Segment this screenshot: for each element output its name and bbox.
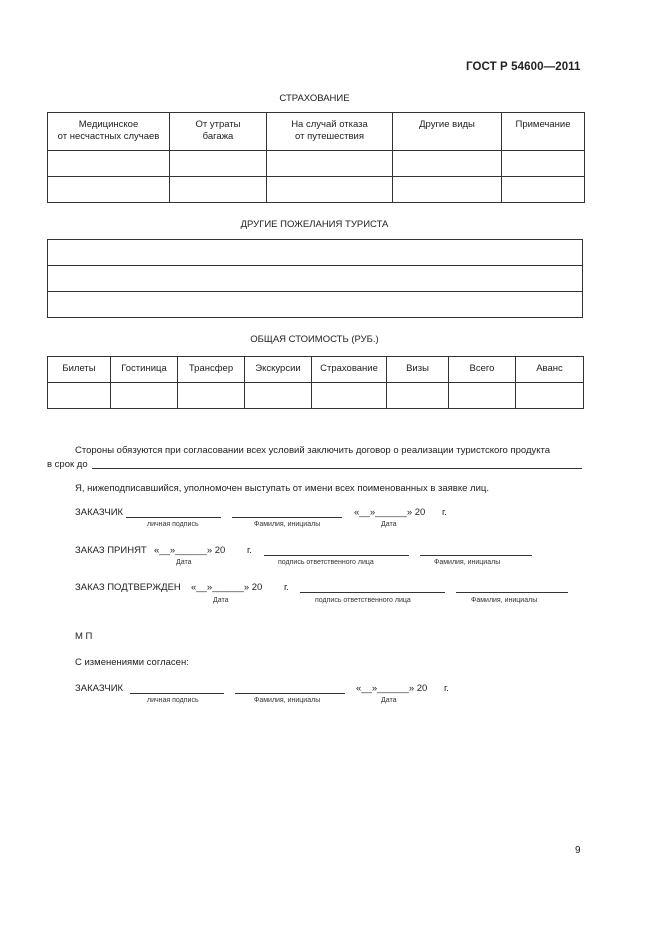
table-cell[interactable] <box>502 177 585 203</box>
customer-date[interactable]: «__»______» 20 <box>356 683 428 694</box>
customer-year-suffix: г. <box>442 507 447 518</box>
cost-col-insurance: Страхование <box>312 357 387 383</box>
table-cell[interactable] <box>387 383 449 409</box>
customer-date[interactable]: «__»______» 20 <box>354 507 426 518</box>
customer-label: ЗАКАЗЧИК <box>75 683 124 694</box>
cost-col-visas: Визы <box>387 357 449 383</box>
confirmed-date[interactable]: «__»______» 20 <box>191 582 263 593</box>
standard-number: ГОСТ Р 54600—2011 <box>466 61 581 73</box>
table-row <box>48 240 583 266</box>
wishes-table <box>47 239 583 318</box>
confirmed-signature-line[interactable] <box>300 592 445 593</box>
table-cell[interactable] <box>267 151 393 177</box>
cost-col-hotel: Гостиница <box>111 357 178 383</box>
table-row <box>48 151 585 177</box>
wishes-line[interactable] <box>48 292 583 318</box>
confirmed-label: ЗАКАЗ ПОДТВЕРЖДЕН <box>75 582 181 593</box>
cost-col-advance: Аванс <box>516 357 584 383</box>
table-cell[interactable] <box>48 383 111 409</box>
wishes-line[interactable] <box>48 240 583 266</box>
insurance-col-note: Примечание <box>502 113 585 151</box>
caption-date: Дата <box>176 559 192 566</box>
page-number: 9 <box>575 845 581 856</box>
caption-name: Фамилия, инициалы <box>434 559 501 566</box>
agreement-line1: Стороны обязуются при согласовании всех условий заключить договор о реализации туристского продукта <box>75 445 551 456</box>
insurance-col-medical: Медицинское от несчастных случаев <box>48 113 170 151</box>
cost-header-row <box>48 357 584 383</box>
deadline-line[interactable] <box>92 468 582 469</box>
caption-name: Фамилия, инициалы <box>254 697 321 704</box>
confirmed-name-line[interactable] <box>456 592 568 593</box>
caption-name: Фамилия, инициалы <box>471 597 538 604</box>
cost-col-total: Всего <box>449 357 516 383</box>
accepted-signature-line[interactable] <box>264 555 409 556</box>
agreement-line2: в срок до <box>47 459 88 470</box>
table-cell[interactable] <box>48 151 170 177</box>
cost-col-transfer: Трансфер <box>178 357 245 383</box>
customer-name-line[interactable] <box>232 517 342 518</box>
cost-title: ОБЩАЯ СТОИМОСТЬ (РУБ.) <box>250 334 379 345</box>
table-row <box>48 266 583 292</box>
table-row <box>48 177 585 203</box>
accepted-date[interactable]: «__»______» 20 <box>154 545 226 556</box>
wishes-line[interactable] <box>48 266 583 292</box>
caption-name: Фамилия, инициалы <box>254 521 321 528</box>
confirmed-year-suffix: г. <box>284 582 289 593</box>
authorized-statement: Я, нижеподписавшийся, уполномочен выступать от имени всех поименованных в заявке лиц. <box>75 483 489 494</box>
cost-col-excursions: Экскурсии <box>245 357 312 383</box>
table-cell[interactable] <box>502 151 585 177</box>
customer-label: ЗАКАЗЧИК <box>75 507 124 518</box>
table-cell[interactable] <box>393 177 502 203</box>
table-cell[interactable] <box>111 383 178 409</box>
customer-signature-line[interactable] <box>126 517 221 518</box>
table-cell[interactable] <box>48 177 170 203</box>
table-row <box>48 292 583 318</box>
insurance-title: СТРАХОВАНИЕ <box>279 93 350 104</box>
insurance-table <box>47 112 585 203</box>
accepted-name-line[interactable] <box>420 555 532 556</box>
table-cell[interactable] <box>516 383 584 409</box>
insurance-col-other: Другие виды <box>393 113 502 151</box>
accepted-label: ЗАКАЗ ПРИНЯТ <box>75 545 147 556</box>
agree-changes-label: С изменениями согласен: <box>75 657 189 668</box>
seal-mark: М П <box>75 631 93 642</box>
cost-col-tickets: Билеты <box>48 357 111 383</box>
insurance-col-cancel: На случай отказа от путешествия <box>267 113 393 151</box>
table-cell[interactable] <box>245 383 312 409</box>
caption-signature: подпись ответственного лица <box>278 559 374 566</box>
caption-signature: личная подпись <box>147 697 199 704</box>
insurance-col-baggage: От утраты багажа <box>170 113 267 151</box>
insurance-header-row <box>48 113 585 151</box>
table-cell[interactable] <box>267 177 393 203</box>
table-cell[interactable] <box>170 177 267 203</box>
wishes-title: ДРУГИЕ ПОЖЕЛАНИЯ ТУРИСТА <box>240 219 389 230</box>
customer-year-suffix: г. <box>444 683 449 694</box>
table-cell[interactable] <box>312 383 387 409</box>
caption-date: Дата <box>381 521 397 528</box>
cost-table <box>47 356 584 409</box>
table-cell[interactable] <box>170 151 267 177</box>
accepted-year-suffix: г. <box>247 545 252 556</box>
caption-signature: личная подпись <box>147 521 199 528</box>
caption-date: Дата <box>381 697 397 704</box>
table-row <box>48 383 584 409</box>
caption-signature: подпись ответственного лица <box>315 597 411 604</box>
customer-signature-line[interactable] <box>130 693 224 694</box>
customer-name-line[interactable] <box>235 693 345 694</box>
table-cell[interactable] <box>178 383 245 409</box>
table-cell[interactable] <box>449 383 516 409</box>
caption-date: Дата <box>213 597 229 604</box>
table-cell[interactable] <box>393 151 502 177</box>
